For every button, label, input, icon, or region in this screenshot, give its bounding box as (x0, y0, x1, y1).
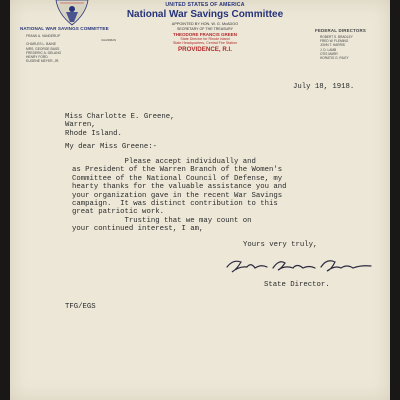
valediction: Yours very truly, (243, 241, 318, 249)
federal-directors-title: FEDERAL DIRECTORS (315, 28, 367, 33)
reference-initials: TFG/EGS (65, 303, 96, 311)
committee-name: FREDERIC A. DELANO (26, 50, 62, 55)
left-committee-names (26, 34, 116, 63)
appointed-line: APPOINTED BY HON. W. G. McADOO (171, 22, 239, 26)
committee-name: HENRY FORD (26, 55, 48, 60)
committee-name: FRANK A. VANDERLIP (26, 34, 61, 38)
committee-name: CHARLES L. BAINE (26, 42, 57, 47)
war-savings-seal-icon (50, 0, 94, 26)
letter-body: Please accept individually and as President of the Warren Branch of the Women's Committee of the National Council of Defense, my hearty thanks for the valuable assistance you and your organization gave in the recent War Savings campaign. It was distinct contribution to this great patriotic work. (72, 158, 287, 217)
director-name-item: J. D. LAMB (320, 47, 337, 52)
left-org-name: NATIONAL WAR SAVINGS COMMITTEE (20, 26, 109, 31)
director-role: State Director for Rhode Island (180, 37, 230, 41)
director-name-item: ROBERT S. BRADLEY (320, 35, 353, 39)
closing-paragraph: Trusting that we may count on your continued interest, I am, (72, 217, 252, 234)
committee-role: CHAIRMAN (101, 38, 116, 43)
director-name: THEODORE FRANCIS GREEN (172, 32, 237, 37)
salutation: My dear Miss Greene:- (65, 143, 157, 151)
letterhead-center (110, 2, 300, 53)
handwritten-signature (223, 253, 378, 279)
committee-title: National War Savings Committee (126, 9, 284, 20)
director-name-item: JOHN T. HARRIS (320, 43, 345, 48)
city-line: PROVIDENCE, R.I. (178, 46, 232, 53)
recipient-address: Miss Charlotte E. Greene, Warren, Rhode Island. (65, 113, 175, 138)
country-line: UNITED STATES OF AMERICA (165, 2, 245, 8)
director-name-item: FRED W. FLEMING (320, 39, 349, 44)
headquarters-line: State Headquarters, Central Fire Station (172, 41, 238, 45)
director-name-item: HORATIO G. RILEY (320, 56, 349, 61)
letter-page (10, 0, 390, 400)
letter-date: July 18, 1918. (293, 83, 355, 91)
signer-title: State Director. (264, 281, 330, 289)
director-name-item: OTIS MARR (320, 51, 338, 56)
committee-name: EUGENE MEYER, JR. (26, 59, 60, 64)
committee-name: MRS. GEORGE BASS (26, 46, 60, 51)
secretary-line: SECRETARY OF THE TREASURY (176, 27, 234, 31)
federal-directors-names (320, 35, 353, 60)
